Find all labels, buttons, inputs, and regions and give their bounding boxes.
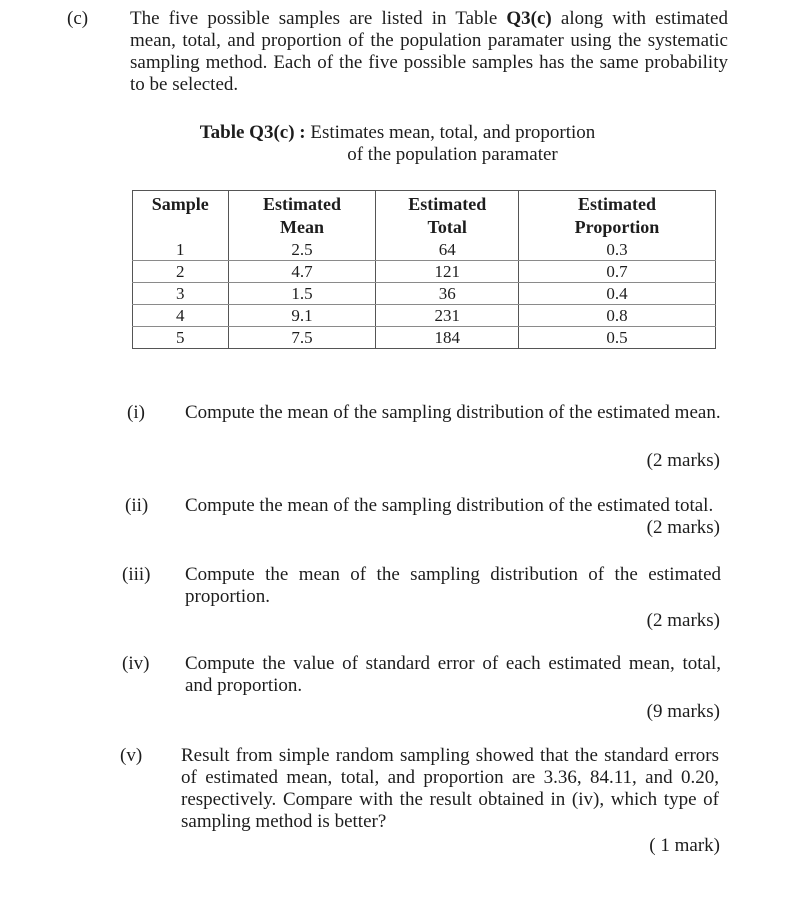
question-number: (iii) xyxy=(122,564,151,585)
cell-total: 184 xyxy=(376,327,519,349)
cell-mean: 2.5 xyxy=(228,239,376,261)
header-total: Estimated Total xyxy=(376,191,519,240)
cell-proportion: 0.3 xyxy=(519,239,716,261)
cell-total: 231 xyxy=(376,305,519,327)
part-label: (c) xyxy=(67,8,89,29)
question-text: Result from simple random sampling showed that the standard errors of estimated mean, total, and proportion are 3.36, 84.11, and 0.20, respectively. Compare with the result obtained in (iv), which type of sampling method is better? xyxy=(181,745,719,832)
question-number: (i) xyxy=(127,402,145,423)
question-marks: (2 marks) xyxy=(646,450,720,471)
table-row xyxy=(133,261,716,283)
table-row xyxy=(133,305,716,327)
cell-mean: 1.5 xyxy=(228,283,376,305)
question-number: (v) xyxy=(120,745,143,766)
intro-text-pre: The five possible samples are listed in Table xyxy=(130,8,507,29)
table-caption xyxy=(185,122,610,166)
cell-sample: 1 xyxy=(133,239,229,261)
cell-mean: 9.1 xyxy=(228,305,376,327)
intro-paragraph xyxy=(130,8,728,96)
table-header-row xyxy=(133,191,716,240)
question-number: (ii) xyxy=(125,495,149,516)
cell-mean: 4.7 xyxy=(228,261,376,283)
question-marks: ( 1 mark) xyxy=(649,835,720,856)
question-text: Compute the mean of the sampling distribution of the estimated total. xyxy=(185,495,714,516)
cell-total: 36 xyxy=(376,283,519,305)
question-text: Compute the mean of the sampling distribution of the estimated proportion. xyxy=(185,564,721,607)
estimates-table xyxy=(132,190,716,349)
table-row xyxy=(133,283,716,305)
cell-proportion: 0.8 xyxy=(519,305,716,327)
cell-proportion: 0.4 xyxy=(519,283,716,305)
intro-table-ref: Q3(c) xyxy=(506,8,552,29)
question-iii xyxy=(0,564,803,634)
cell-total: 64 xyxy=(376,239,519,261)
header-proportion: Estimated Proportion xyxy=(519,191,716,240)
question-marks: (2 marks) xyxy=(646,517,720,538)
cell-mean: 7.5 xyxy=(228,327,376,349)
question-ii xyxy=(0,495,803,541)
cell-total: 121 xyxy=(376,261,519,283)
question-marks: (2 marks) xyxy=(646,610,720,631)
cell-sample: 2 xyxy=(133,261,229,283)
table-row xyxy=(133,239,716,261)
question-number: (iv) xyxy=(122,653,150,674)
question-marks: (9 marks) xyxy=(646,701,720,722)
intro-text-post: along with estimated mean, total, and proportion of the population paramater using the systematic sampling method. Each of the five possible samples has the same probability to be selected. xyxy=(130,8,728,95)
header-sample: Sample xyxy=(133,191,229,240)
question-text: Compute the value of standard error of each estimated mean, total, and proportion. xyxy=(185,653,721,696)
cell-sample: 4 xyxy=(133,305,229,327)
question-iv xyxy=(0,653,803,723)
cell-sample: 5 xyxy=(133,327,229,349)
table-row xyxy=(133,327,716,349)
caption-label: Table Q3(c) : xyxy=(199,122,306,143)
cell-sample: 3 xyxy=(133,283,229,305)
header-mean: Estimated Mean xyxy=(228,191,376,240)
caption-line2: of the population paramater xyxy=(347,144,558,165)
cell-proportion: 0.5 xyxy=(519,327,716,349)
question-i xyxy=(0,402,803,472)
question-v xyxy=(0,745,803,861)
cell-proportion: 0.7 xyxy=(519,261,716,283)
caption-line1: Estimates mean, total, and proportion xyxy=(310,122,596,143)
question-text: Compute the mean of the sampling distribution of the estimated mean. xyxy=(185,402,721,423)
